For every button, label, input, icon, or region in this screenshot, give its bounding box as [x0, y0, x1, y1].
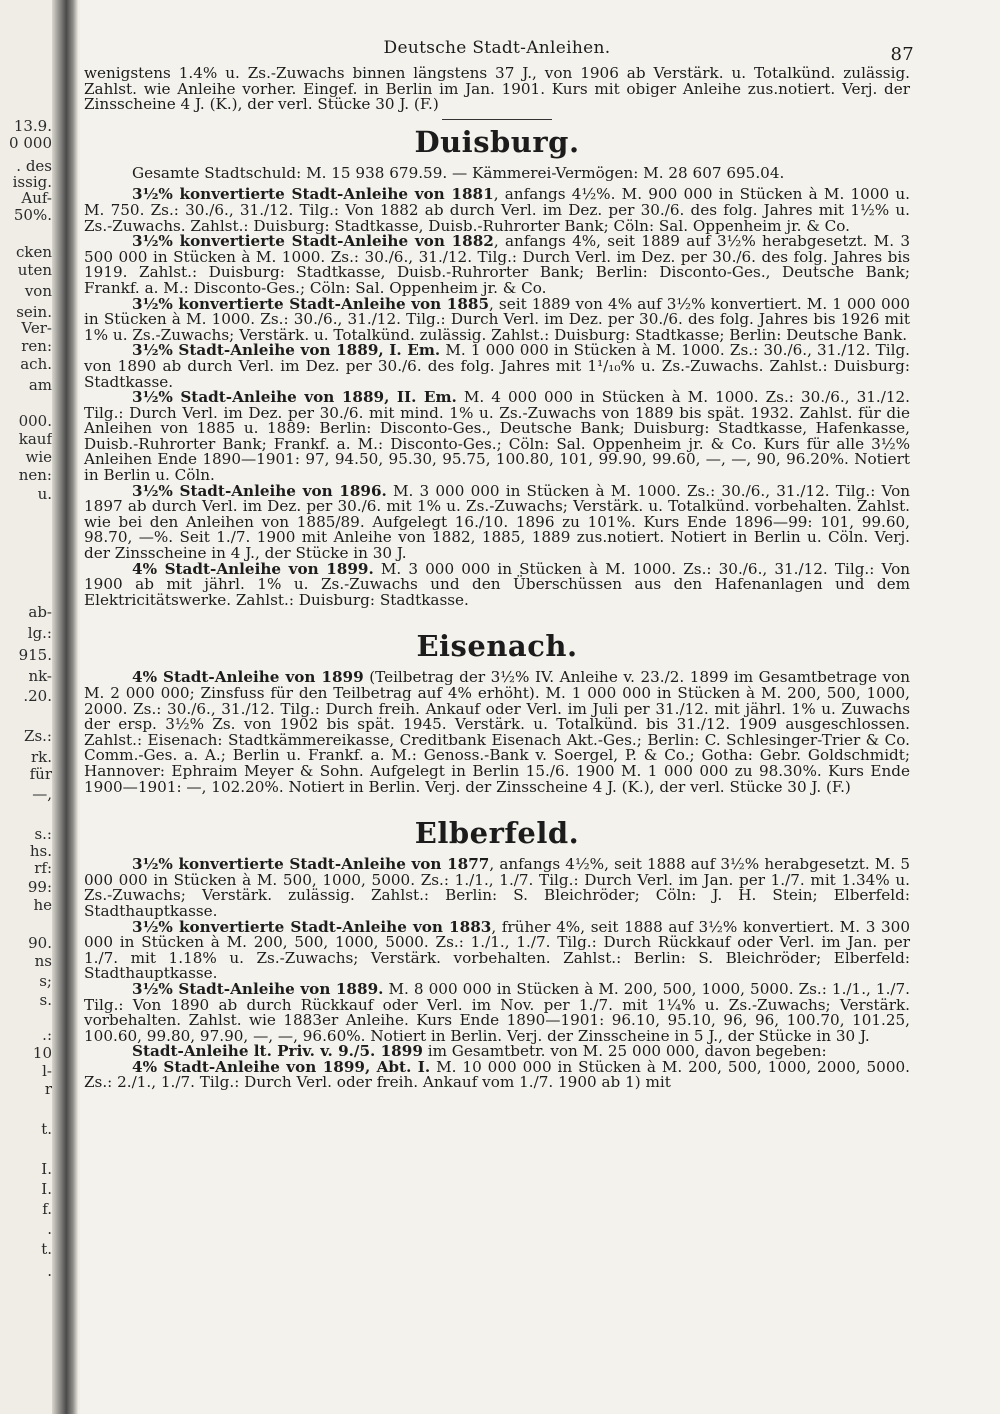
elberfeld-entries	[84, 857, 910, 1091]
margin-fragment: r	[44, 1080, 52, 1098]
margin-fragment: I.	[41, 1160, 52, 1178]
margin-fragment: Zs.:	[24, 727, 52, 745]
bond-entry	[84, 234, 910, 296]
bond-entry-body: , anfangs 4%, seit 1889 auf 3½% herabgesetzt. M. 3 500 000 in Stücken à M. 1000. Zs.: 30./6., 31./12. Tilg.: Durch Verl. im Dez. per 30./6. des folg. Jahres bis 1919. Zahlst.: Duisburg: Stadtkasse, Duisb.-Ruhrorter Bank; Berlin: Disconto-Ges., Deutsche Bank; Frankf. a. M.: Disconto-Ges.; Cöln: Sal. Oppenheim jr. & Co.	[84, 232, 910, 297]
bond-entry-title: 3½% konvertierte Stadt-Anleihe von 1882	[132, 232, 494, 251]
margin-fragment: 50%.	[13, 206, 52, 224]
margin-fragment: .20.	[23, 687, 52, 705]
bond-entry-title: 3½% Stadt-Anleihe von 1889.	[132, 979, 384, 998]
margin-fragment: ren:	[21, 337, 52, 355]
bond-entry	[84, 343, 910, 390]
margin-fragment: am	[28, 376, 52, 394]
margin-fragment: —,	[32, 785, 52, 803]
page-number: 87	[890, 44, 914, 65]
bond-entry	[84, 390, 910, 484]
bond-entry-title: 4% Stadt-Anleihe von 1899, Abt. I.	[132, 1057, 431, 1076]
bond-entry-title: 3½% konvertierte Stadt-Anleihe von 1883	[132, 917, 492, 936]
margin-fragment: Ver-	[21, 319, 52, 337]
section-duisburg	[84, 126, 910, 609]
book-spine-shadow	[52, 0, 78, 1414]
margin-fragment: 915.	[18, 646, 52, 664]
margin-fragment: . des	[16, 157, 52, 175]
margin-fragment: lg.:	[27, 624, 52, 642]
bond-entry-title: 4% Stadt-Anleihe von 1899	[132, 668, 364, 687]
bond-entry-body: , anfangs 4½%. M. 900 000 in Stücken à M. 1000 u. M. 750. Zs.: 30./6., 31./12. Tilg.: Von 1882 ab durch Verl. im Dez. per 30./6. des folg. Jahres mit 1½% u. Zs.-Zuwachs. Zahlst.: Duisburg: Stadtkasse, Duisb.-Ruhrorter Bank; Cöln: Sal. Oppenheim jr. & Co.	[84, 185, 910, 235]
bond-entry	[84, 1057, 910, 1092]
margin-fragment: von	[24, 282, 52, 300]
margin-fragment: 99:	[27, 878, 52, 896]
margin-fragment: he	[33, 896, 52, 914]
margin-fragment: s.:	[34, 825, 52, 843]
section-divider	[442, 119, 552, 120]
left-margin-adjacent-page	[0, 0, 80, 1414]
margin-fragment: kauf	[18, 430, 52, 448]
bond-entry-title: 3½% Stadt-Anleihe von 1889, II. Em.	[132, 388, 457, 407]
margin-fragment: nk-	[28, 667, 52, 685]
section-eisenach	[84, 630, 910, 795]
bond-entry	[84, 979, 910, 1045]
bond-entry	[84, 187, 910, 234]
bond-entry-body: M. 10 000 000 in Stücken à M. 200, 500, 1000, 2000, 5000. Zs.: 2./1., 1./7. Tilg.: Durch Verl. oder freih. Ankauf vom 1./7. 1900 ab 1) mit	[84, 1057, 910, 1092]
eisenach-entries	[84, 670, 910, 795]
margin-fragment: rk.	[30, 748, 52, 766]
intro-paragraph: wenigstens 1.4% u. Zs.-Zuwachs binnen längstens 37 J., von 1906 ab Verstärk. u. Totalkünd. zulässig. Zahlst. wie Anleihe vorher. Eingef. in Berlin im Jan. 1901. Kurs mit obiger Anleihe zus.notiert. Verj. der Zinsscheine 4 J. (K.), der verl. Stücke 30 J. (F.)	[84, 64, 910, 114]
bond-entry	[84, 670, 910, 795]
bond-entry-body: M. 3 000 000 in Stücken à M. 1000. Zs.: 30./6., 31./12. Tilg.: Von 1897 ab durch Verl. im Dez. per 30./6. mit 1% u. Zs.-Zuwachs; Verstärk. u. Totalkünd. vorbehalten. Zahlst. wie bei den Anleihen von 1885/89. Aufgelegt 16./10. 1896 zu 101%. Kurs Ende 1896—99: 101, 99.60, 98.70, —%. Seit 1./7. 1900 mit Anleihe von 1882, 1885, 1889 zus.notiert. Notiert in Berlin u. Cöln. Verj. der Zinsscheine in 4 J., der Stücke in 30 J.	[84, 481, 911, 563]
running-title: Deutsche Stadt-Anleihen.	[383, 38, 611, 58]
margin-fragment: 000.	[18, 412, 52, 430]
bond-entry	[84, 857, 910, 919]
margin-fragment: .:	[42, 1026, 52, 1044]
margin-fragment: uten	[17, 261, 52, 279]
bond-entry-title: Stadt-Anleihe lt. Priv. v. 9./5. 1899	[132, 1042, 423, 1061]
bond-entry-body: M. 4 000 000 in Stücken à M. 1000. Zs.: 30./6., 31./12. Tilg.: Durch Verl. im Dez. per 30./6. mit mind. 1% u. Zs.-Zuwachs von 1889 bis spät. 1932. Zahlst. für die Anleihen von 1885 u. 1889: Berlin: Disconto-Ges., Deutsche Bank; Duisburg: Stadtkasse, Hafenkasse, Duisb.-Ruhrorter Bank; Frankf. a. M.: Disconto-Ges.; Cöln: Sal. Oppenheim jr. & Co. Kurs für alle 3½% Anleihen Ende 1890—1901: 97, 94.50, 95.30, 95.75, 100.80, 101, 99.90, 99.60, —, —, 90, 96.20%. Notiert in Berlin u. Cöln.	[84, 388, 910, 485]
bond-entry-body: , anfangs 4½%, seit 1888 auf 3½% herabgesetzt. M. 5 000 000 in Stücken à M. 500, 1000, 5000. Zs.: 1./1., 1./7. Tilg.: Durch Verl. im Jan. per 1./7. mit 1.34% u. Zs.-Zuwachs; Verstärk. zulässig. Zahlst.: Berlin: S. Bleichröder; Cöln: J. H. Stein; Elberfeld: Stadthauptkasse.	[84, 855, 910, 920]
bond-entry-body: im Gesamtbetr. von M. 25 000 000, davon begeben:	[422, 1042, 827, 1061]
bond-entry-title: 3½% Stadt-Anleihe von 1889, I. Em.	[132, 341, 441, 360]
margin-fragment: rf:	[34, 859, 52, 877]
bond-entry-title: 4% Stadt-Anleihe von 1899.	[132, 559, 374, 578]
margin-fragment: ab-	[28, 603, 52, 621]
page-header	[84, 30, 914, 66]
section-elberfeld	[84, 817, 910, 1091]
margin-fragment: 90.	[28, 934, 52, 952]
margin-fragment: wie	[25, 448, 52, 466]
bond-entry	[84, 559, 910, 609]
margin-fragment: 13.9.	[13, 117, 52, 135]
margin-fragment: f.	[42, 1200, 52, 1218]
margin-fragment: 0 000	[9, 134, 52, 152]
document-page	[84, 30, 914, 1390]
margin-fragment: s.	[39, 991, 52, 1009]
margin-fragment: ns	[34, 952, 52, 970]
bond-entry-body: M. 3 000 000 in Stücken à M. 1000. Zs.: 30./6., 31./12. Tilg.: Von 1900 ab mit jährl. 1% u. Zs.-Zuwachs und den Überschüssen aus den Hafenanlagen und dem Elektricitätswerke. Zahlst.: Duisburg: Stadtkasse.	[84, 559, 910, 609]
margin-fragment: .	[47, 1262, 52, 1280]
bond-entry	[84, 917, 910, 983]
bond-entry-title: 3½% konvertierte Stadt-Anleihe von 1885	[132, 294, 490, 313]
margin-fragment: nen:	[18, 466, 52, 484]
margin-fragment: t.	[41, 1240, 52, 1258]
bond-entry-title: 3½% konvertierte Stadt-Anleihe von 1877	[132, 855, 490, 874]
margin-fragment: hs.	[29, 842, 52, 860]
margin-fragment: 10	[32, 1044, 52, 1062]
margin-fragment: l-	[42, 1062, 52, 1080]
bond-entry	[84, 481, 911, 563]
city-heading-eisenach: Eisenach.	[416, 629, 578, 664]
bond-entry-body: , früher 4%, seit 1888 auf 3½% konvertiert. M. 3 300 000 in Stücken à M. 200, 500, 1000, 5000. Zs.: 1./1., 1./7. Tilg.: Durch Rückkauf oder Verl. im Jan. per 1./7. mit 1.18% u. Zs.-Zuwachs; Verstärk. vorbehalten. Zahlst.: Berlin: S. Bleichröder; Elberfeld: Stadthauptkasse.	[84, 917, 910, 983]
duisburg-entries	[84, 187, 910, 608]
bond-entry-body: , seit 1889 von 4% auf 3½% konvertiert. M. 1 000 000 in Stücken à M. 1000. Zs.: 30./6., 31./12. Tilg.: Durch Verl. im Dez. per 30./6. des folg. Jahres bis 1926 mit 1% u. Zs.-Zuwachs; Verstärk. u. Totalkünd. zulässig. Zahlst.: Duisburg: Stadtkasse; Berlin: Deutsche Bank.	[84, 294, 910, 344]
margin-fragment: Auf-	[21, 189, 52, 207]
margin-fragment: cken	[15, 243, 52, 261]
margin-fragment: sein.	[16, 303, 52, 321]
bond-entry-body: M. 8 000 000 in Stücken à M. 200, 500, 1000, 5000. Zs.: 1./1., 1./7. Tilg.: Von 1890 ab durch Rückkauf oder Verl. im Nov. per 1./7. mit 1¼% u. Zs.-Zuwachs; Verstärk. vorbehalten. Zahlst. wie 1883er Anleihe. Kurs Ende 1890—1901: 96.10, 95.10, 96, 96, 100.70, 101.25, 100.60, 99.80, 97.90, —, —, 96.60%. Notiert in Berlin. Verj. der Zinsscheine in 5 J., der Stücke in 30 J.	[84, 979, 910, 1045]
city-heading-duisburg: Duisburg.	[414, 124, 580, 159]
bond-entry-title: 3½% konvertierte Stadt-Anleihe von 1881	[132, 185, 494, 204]
bond-entry-body: M. 1 000 000 in Stücken à M. 1000. Zs.: 30./6., 31./12. Tilg. von 1890 ab durch Verl. im Dez. per 30./6. des folg. Jahres mit 1¹/₁₀% u. Zs.-Zuwachs. Zahlst.: Duisburg: Stadtkasse.	[84, 341, 911, 391]
margin-fragment: t.	[41, 1120, 52, 1138]
margin-fragment: I.	[41, 1180, 52, 1198]
margin-fragment: s;	[39, 972, 52, 990]
bond-entry-body: (Teilbetrag der 3½% IV. Anleihe v. 23./2. 1899 im Gesamtbetrage von M. 2 000 000; Zinsfuss für den Teilbetrag auf 4% erhöht). M. 1 000 000 in Stücken à M. 200, 500, 1000, 2000. Zs.: 30./6., 31./12. Tilg.: Durch freih. Ankauf oder Verl. im Juli per 31./12. mit jährl. 1% u. Zuwachs der ersp. 3½% Zs. von 1902 bis spät. 1945. Verstärk. u. Totalkünd. bis 31./12. 1909 ausgeschlossen. Zahlst.: Eisenach: Stadtkämmereikasse, Creditbank Eisenach Akt.-Ges.; Berlin: C. Schlesinger-Trier & Co. Comm.-Ges. a. A.; Berlin u. Frankf. a. M.: Genoss.-Bank v. Soergel, P. & Co.; Gotha: Gebr. Goldschmidt; Hannover: Ephraim Meyer & Sohn. Aufgelegt in Berlin 15./6. 1900 M. 1 000 000 zu 98.30%. Kurs Ende 1900—1901: —, 102.20%. Notiert in Berlin. Verj. der Zinsscheine 4 J. (K.), der verl. Stücke 30 J. (F.)	[84, 668, 910, 796]
bond-entry	[84, 294, 910, 344]
margin-fragment: issig.	[12, 173, 52, 191]
bond-entry-title: 3½% Stadt-Anleihe von 1896.	[132, 481, 387, 500]
margin-fragment: ach.	[20, 355, 52, 373]
city-heading-elberfeld: Elberfeld.	[414, 816, 580, 851]
margin-fragment: .	[47, 1220, 52, 1238]
margin-fragment: u.	[37, 485, 52, 503]
duisburg-summary: Gesamte Stadtschuld: M. 15 938 679.59. — Kämmerei-Vermögen: M. 28 607 695.04.	[132, 163, 785, 182]
margin-fragment: für	[29, 765, 52, 783]
